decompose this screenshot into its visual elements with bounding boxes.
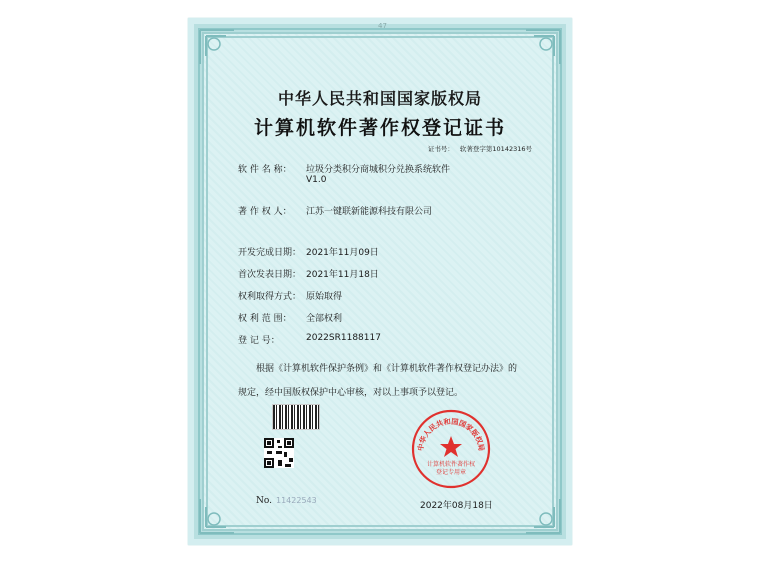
- svg-text:中华人民共和国国家版权局: 中华人民共和国国家版权局: [415, 416, 487, 452]
- field-dev-complete-date: [238, 245, 379, 258]
- field-first-publish-date: [238, 267, 379, 280]
- qr-code-icon: [264, 438, 294, 468]
- field-label: 登 记 号：: [238, 336, 280, 346]
- field-label: 权利取得方式：: [238, 292, 302, 302]
- statement-line-1: 根据《计算机软件保护条例》和《计算机软件著作权登记办法》的: [256, 364, 518, 374]
- corner-ornament-icon: [196, 495, 238, 537]
- field-value: 2021年11月18日: [306, 270, 379, 280]
- corner-ornament-icon: [522, 495, 564, 537]
- field-rights-acquisition: [238, 289, 342, 302]
- svg-text:计算机软件著作权: 计算机软件著作权: [426, 461, 476, 468]
- field-label: 首次发表日期：: [238, 270, 302, 280]
- barcode-icon: [272, 404, 320, 430]
- certificate-number-label: 证书号：: [427, 145, 454, 153]
- corner-ornament-icon: [522, 26, 564, 68]
- field-copyright-holder: [238, 204, 432, 217]
- field-label: 著 作 权 人：: [238, 207, 292, 217]
- certificate-number: [422, 144, 532, 153]
- field-software-name: [238, 162, 450, 185]
- field-label: 权 利 范 围：: [238, 314, 292, 324]
- field-registration-no: [238, 333, 381, 346]
- certificate-title: 计算机软件著作权登记证书: [253, 117, 506, 139]
- issue-date: 2022年08月18日: [420, 501, 493, 511]
- statement-line-2: 规定，经中国版权保护中心审核，对以上事项予以登记。: [238, 388, 464, 398]
- document-serial-value: 11422543: [276, 496, 317, 505]
- field-value: 全部权利: [306, 314, 343, 324]
- field-label: 开发完成日期：: [238, 248, 302, 258]
- field-rights-scope: [238, 311, 342, 324]
- software-name-value: 垃圾分类积分商城积分兑换系统软件: [306, 165, 451, 175]
- official-seal-icon: [410, 408, 492, 490]
- certificate: [188, 18, 572, 545]
- software-version-value: V1.0: [306, 175, 327, 185]
- issuing-authority-title: 中华人民共和国国家版权局: [277, 89, 482, 108]
- document-serial: [256, 496, 317, 506]
- svg-text:登记专用章: 登记专用章: [435, 469, 467, 476]
- field-value: 原始取得: [306, 292, 343, 302]
- certificate-number-value: 软著登字第10142316号: [459, 145, 532, 153]
- serial-mark: 47: [378, 22, 387, 30]
- field-value: 江苏一键联新能源科技有限公司: [306, 207, 433, 217]
- field-value: [306, 162, 450, 185]
- field-value: 2021年11月09日: [306, 248, 379, 258]
- document-serial-label: No.: [256, 496, 272, 506]
- field-label: 软 件 名 称：: [238, 165, 292, 175]
- field-value: 2022SR1188117: [306, 333, 381, 343]
- corner-ornament-icon: [196, 26, 238, 68]
